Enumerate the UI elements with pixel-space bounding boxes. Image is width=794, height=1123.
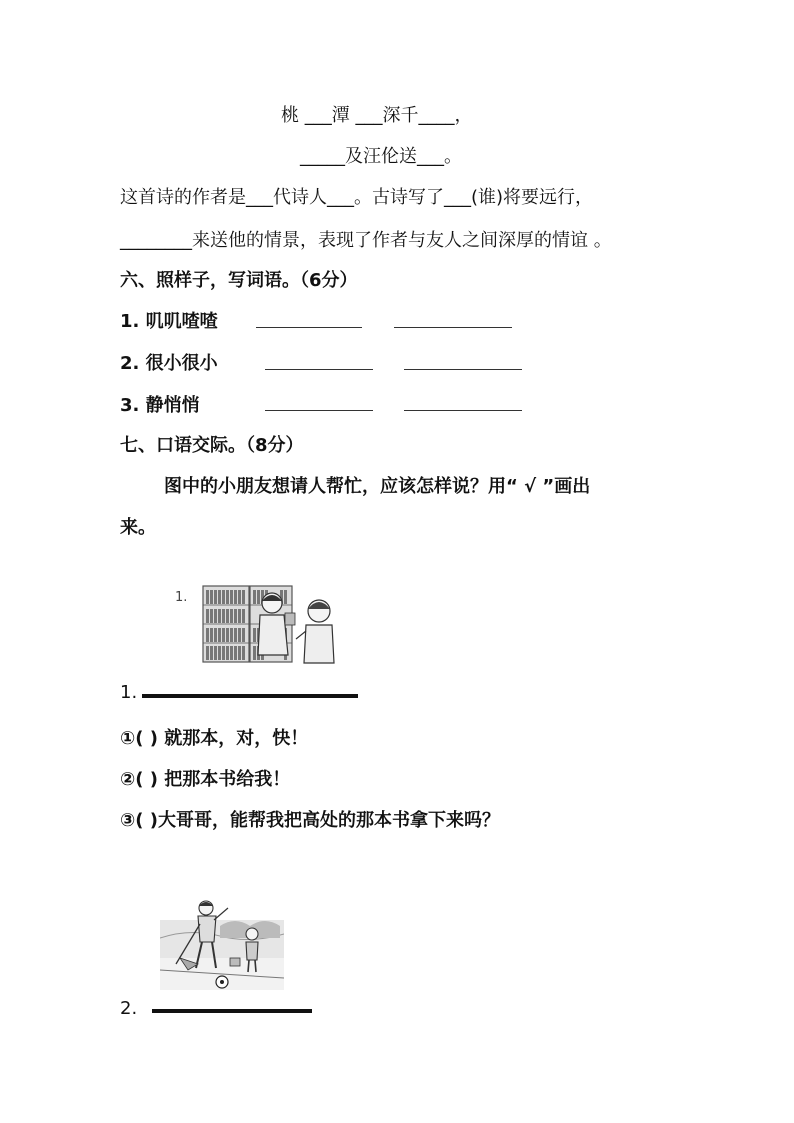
poem-line-2: _____及汪伦送___。 (300, 146, 462, 167)
question-2-answer-line[interactable] (152, 1009, 312, 1013)
river-scene-illustration (160, 898, 284, 990)
option-3[interactable]: ③( )大哥哥，能帮我把高处的那本书拿下来吗？ (120, 810, 500, 831)
poem-line-1: 桃 ___潭 ___深千____， (281, 105, 473, 126)
question-1-answer-line[interactable] (142, 694, 358, 698)
answer-line-3b[interactable] (404, 410, 522, 411)
answer-line-1a[interactable] (256, 327, 362, 328)
word-item-2: 2. 很小很小 (120, 353, 218, 374)
option-2[interactable]: ②( ) 把那本书给我！ (120, 769, 291, 790)
library-illustration (200, 583, 340, 665)
answer-line-2b[interactable] (404, 369, 522, 370)
answer-line-1b[interactable] (394, 327, 512, 328)
question-2-number: 2. (120, 998, 138, 1019)
section-6-title: 六、照样子，写词语。（6分） (120, 270, 358, 291)
question-1-number: 1. (120, 682, 138, 703)
section-7-instruction-line-2: 来。 (120, 517, 156, 538)
picture-1-label: 1. (175, 590, 188, 605)
word-item-1: 1. 叽叽喳喳 (120, 311, 218, 332)
author-question-line-2: ________来送他的情景，表现了作者与友人之间深厚的情谊 。 (120, 230, 612, 251)
section-7-instruction-line-1: 图中的小朋友想请人帮忙，应该怎样说？用“ √ ”画出 (164, 476, 591, 497)
answer-line-3a[interactable] (265, 410, 373, 411)
option-1[interactable]: ①( ) 就那本，对，快！ (120, 728, 309, 749)
answer-line-2a[interactable] (265, 369, 373, 370)
author-question-line-1: 这首诗的作者是___代诗人___。古诗写了___(谁)将要远行， (120, 187, 594, 208)
section-7-title: 七、口语交际。（8分） (120, 435, 304, 456)
word-item-3: 3. 静悄悄 (120, 395, 200, 416)
